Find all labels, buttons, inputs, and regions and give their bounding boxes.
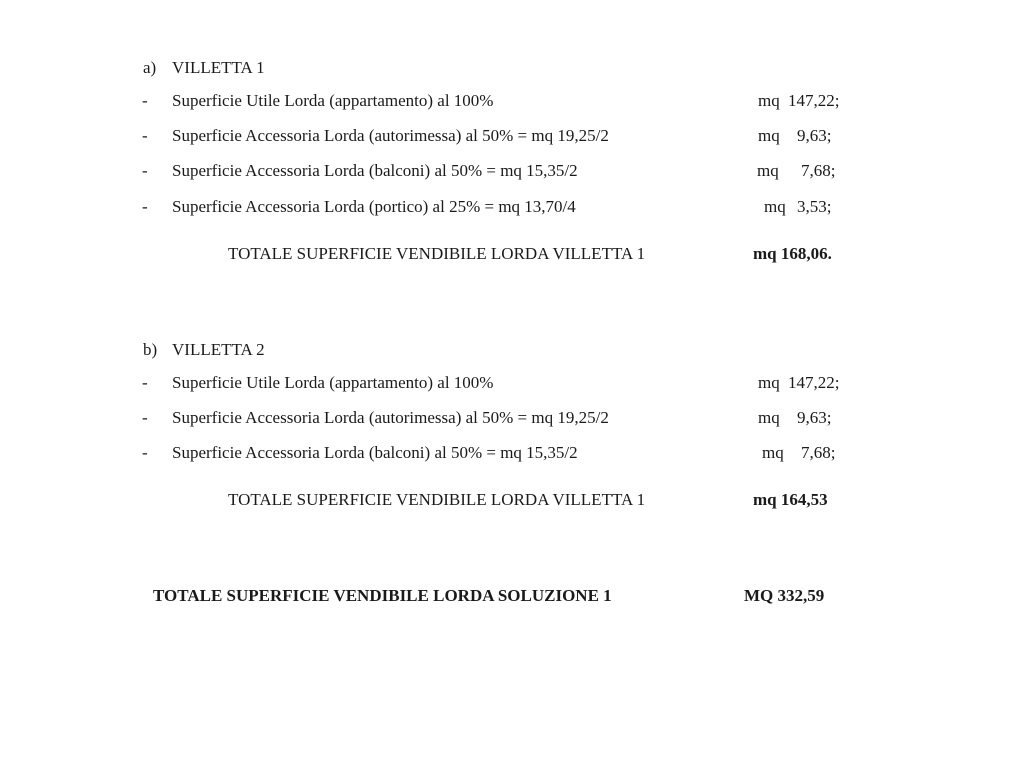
item-unit: mq	[757, 161, 779, 180]
grand-total-label: TOTALE SUPERFICIE VENDIBILE LORDA SOLUZIONE 1	[153, 586, 612, 605]
section-a-marker: a)	[143, 58, 157, 77]
item-description: Superficie Accessoria Lorda (autorimessa) al 50% = mq 19,25/2	[172, 126, 609, 145]
section-b-item	[0, 373, 1024, 397]
section-a-title: VILLETTA 1	[172, 58, 265, 77]
section-b-marker: b)	[143, 340, 158, 359]
item-description: Superficie Utile Lorda (appartamento) al 100%	[172, 91, 494, 110]
section-b-item	[0, 443, 1024, 467]
item-description: Superficie Accessoria Lorda (portico) al 25% = mq 13,70/4	[172, 197, 576, 216]
item-amount: 7,68;	[801, 443, 836, 462]
section-a-total-label: TOTALE SUPERFICIE VENDIBILE LORDA VILLETTA 1	[228, 244, 646, 263]
item-description: Superficie Utile Lorda (appartamento) al 100%	[172, 373, 494, 392]
item-amount: 7,68;	[801, 161, 836, 180]
list-dash: -	[142, 161, 148, 180]
item-unit: mq	[758, 373, 780, 392]
item-description: Superficie Accessoria Lorda (autorimessa) al 50% = mq 19,25/2	[172, 408, 609, 427]
section-a-total-value: mq 168,06.	[753, 244, 832, 263]
section-a-item	[0, 91, 1024, 115]
section-a-item	[0, 126, 1024, 150]
item-description: Superficie Accessoria Lorda (balconi) al 50% = mq 15,35/2	[172, 443, 578, 462]
section-a-item	[0, 161, 1024, 185]
item-amount: 9,63;	[797, 126, 832, 145]
section-b-title: VILLETTA 2	[172, 340, 265, 359]
section-b-item	[0, 408, 1024, 432]
item-unit: mq	[764, 197, 786, 216]
list-dash: -	[142, 126, 148, 145]
item-description: Superficie Accessoria Lorda (balconi) al 50% = mq 15,35/2	[172, 161, 578, 180]
list-dash: -	[142, 91, 148, 110]
list-dash: -	[142, 197, 148, 216]
list-dash: -	[142, 408, 148, 427]
section-a-item	[0, 197, 1024, 221]
item-unit: mq	[762, 443, 784, 462]
item-unit: mq	[758, 408, 780, 427]
item-amount: 3,53;	[797, 197, 832, 216]
grand-total-value: MQ 332,59	[744, 586, 825, 605]
item-unit: mq	[758, 126, 780, 145]
item-amount: 147,22;	[788, 373, 840, 392]
list-dash: -	[142, 443, 148, 462]
section-a-heading	[143, 58, 265, 78]
list-dash: -	[142, 373, 148, 392]
section-b-total-label: TOTALE SUPERFICIE VENDIBILE LORDA VILLETTA 1	[228, 490, 646, 509]
item-unit: mq	[758, 91, 780, 110]
item-amount: 9,63;	[797, 408, 832, 427]
section-b-total-value: mq 164,53	[753, 490, 828, 509]
section-b-heading	[143, 340, 265, 360]
item-amount: 147,22;	[788, 91, 840, 110]
